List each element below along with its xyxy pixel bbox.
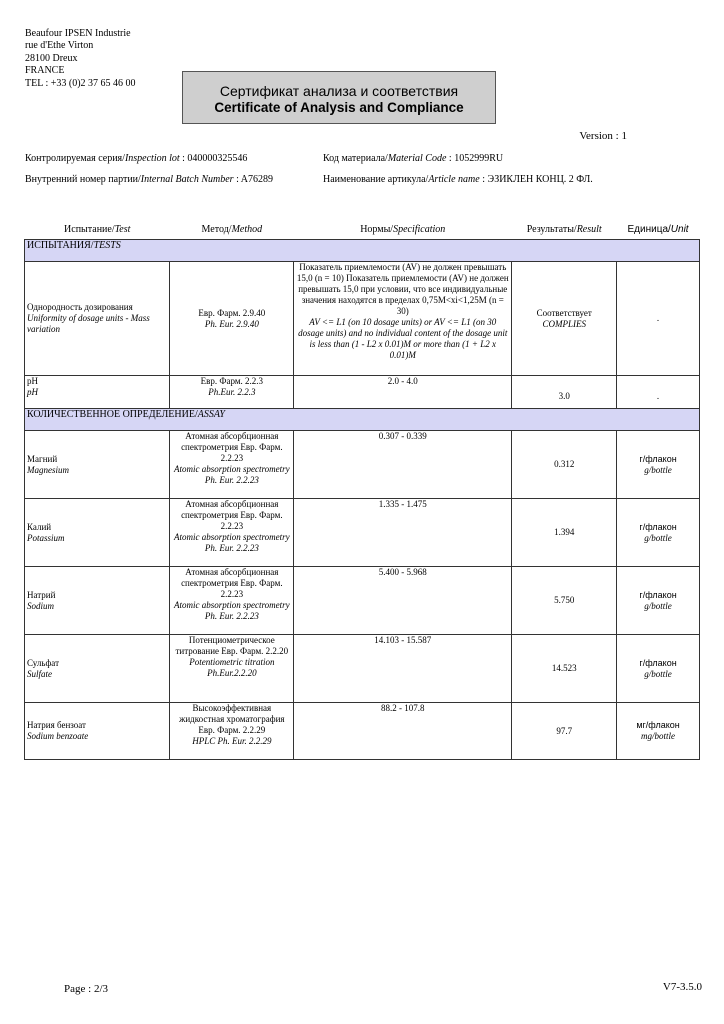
cell-result	[512, 431, 617, 499]
batch-value: : A76289	[233, 174, 274, 185]
cell-method	[170, 703, 294, 760]
header-spec-en: Specification	[393, 223, 446, 235]
table-row	[25, 431, 700, 499]
method-ru: Высокоэффективная жидкостная хроматография Евр. Фарм. 2.2.29	[179, 703, 285, 735]
company-name: Beaufour IPSEN Industrie	[25, 28, 131, 39]
test-name-ru: Сульфат	[27, 657, 60, 668]
test-name-en: Sodium benzoate	[27, 731, 89, 741]
spec-ru: 14.103 - 15.587	[374, 635, 432, 645]
cell-unit	[617, 262, 700, 376]
company-tel: TEL : +33 (0)2 37 65 46 00	[25, 77, 136, 89]
version-label: Version : 1	[579, 130, 627, 142]
material-code-label-en: Material Code	[387, 153, 447, 164]
cell-method	[170, 567, 294, 635]
document-version: V7-3.5.0	[662, 981, 702, 993]
cell-spec	[294, 499, 512, 567]
method-en: Atomic absorption spectrometry Ph. Eur. 2.2.23	[174, 464, 290, 485]
unit-en: g/bottle	[644, 532, 672, 543]
spec-ru: Показатель приемлемости (AV) не должен превышать 15,0 (n = 10) Показатель приемлемости (AV) не должен превышать 15,0 при условии, что все индивидуальные значения находятся в пределах 0,75M<xi<1,25M (n = 30)	[296, 262, 509, 316]
unit-en: g/bottle	[644, 464, 672, 475]
company-city: 28100 Dreux	[25, 52, 78, 64]
table-header-row	[25, 219, 700, 240]
result-ru: Соответствует	[536, 307, 592, 318]
inspection-lot	[25, 153, 247, 164]
cell-spec	[294, 567, 512, 635]
spec-ru: 88.2 - 107.8	[381, 703, 425, 713]
section-title	[25, 240, 700, 262]
test-name-en: Uniformity of dosage units - Mass variation	[27, 313, 150, 334]
method-en: HPLC Ph. Eur. 2.2.29	[192, 736, 272, 746]
cell-spec	[294, 431, 512, 499]
cell-test	[25, 567, 170, 635]
header-unit-en: Unit	[670, 223, 689, 235]
unit-ru: .	[656, 313, 660, 323]
page-number: Page : 2/3	[64, 983, 108, 995]
article-label-en: Article name	[428, 174, 480, 185]
unit-en: g/bottle	[644, 600, 672, 611]
cell-unit	[617, 567, 700, 635]
method-ru: Атомная абсорбционная спектрометрия Евр. Фарм. 2.2.23	[181, 431, 283, 463]
test-name-ru: pH	[27, 376, 38, 386]
header-result	[512, 219, 617, 240]
cell-method	[170, 262, 294, 376]
results-table	[24, 219, 700, 760]
section-header-tests	[25, 240, 700, 262]
unit-ru: г/флакон	[639, 589, 677, 600]
method-ru: Евр. Фарм. 2.2.3	[200, 376, 264, 386]
cell-result	[512, 262, 617, 376]
result-en: COMPLIES	[542, 318, 586, 329]
inspection-lot-label-en: Inspection lot	[124, 153, 180, 164]
material-code	[323, 153, 503, 164]
method-ru: Атомная абсорбционная спектрометрия Евр. Фарм. 2.2.23	[181, 567, 283, 599]
inspection-lot-label-ru: Контролируемая серия/	[25, 153, 125, 164]
header-test	[25, 219, 170, 240]
section-header-assay	[25, 409, 700, 431]
header-method-en: Method	[231, 223, 263, 235]
inspection-lot-value: : 040000325546	[179, 153, 248, 164]
table-row	[25, 499, 700, 567]
test-name-ru: Магний	[27, 453, 58, 464]
certificate-title-en: Certificate of Analysis and Compliance	[214, 100, 464, 115]
spec-ru: 0.307 - 0.339	[378, 431, 427, 441]
cell-spec	[294, 635, 512, 703]
header-unit	[617, 219, 700, 240]
unit-en: g/bottle	[644, 668, 672, 679]
section-title-en: TESTS	[93, 240, 121, 251]
method-ru: Атомная абсорбционная спектрометрия Евр. Фарм. 2.2.23	[181, 499, 283, 531]
header-spec-ru: Нормы/	[360, 223, 394, 235]
certificate-title-ru: Сертификат анализа и соответствия	[219, 83, 459, 99]
section-title-ru: КОЛИЧЕСТВЕННОЕ ОПРЕДЕЛЕНИЕ/	[27, 409, 198, 420]
method-ru: Евр. Фарм. 2.9.40	[198, 307, 266, 318]
section-title-en: ASSAY	[197, 409, 225, 420]
table-row	[25, 262, 700, 376]
unit-ru: мг/флакон	[636, 720, 680, 730]
cell-result	[512, 376, 617, 409]
header-method-ru: Метод/	[201, 223, 232, 235]
result-ru: 3.0	[558, 391, 570, 401]
header-test-en: Test	[114, 223, 131, 235]
table-row	[25, 567, 700, 635]
cell-result	[512, 635, 617, 703]
test-name-ru: Натрия бензоат	[27, 720, 86, 730]
material-code-value: : 1052999RU	[446, 153, 504, 164]
certificate-title-box	[182, 71, 496, 124]
result-ru: 0.312	[554, 459, 575, 469]
method-en: Ph. Eur. 2.9.40	[204, 318, 259, 329]
unit-ru: г/флакон	[639, 453, 677, 464]
cell-method	[170, 635, 294, 703]
cell-unit	[617, 635, 700, 703]
table-row	[25, 703, 700, 760]
company-address	[25, 28, 136, 90]
cell-unit	[617, 431, 700, 499]
table-row	[25, 635, 700, 703]
cell-spec	[294, 262, 512, 376]
cell-method	[170, 431, 294, 499]
cell-test	[25, 376, 170, 409]
method-en: Ph.Eur. 2.2.3	[208, 387, 256, 397]
method-en: Potentiometric titration Ph.Eur.2.2.20	[189, 657, 275, 678]
material-code-label-ru: Код материала/	[323, 153, 388, 164]
cell-result	[512, 499, 617, 567]
cell-unit	[617, 499, 700, 567]
batch-label-en: Internal Batch Number	[140, 174, 234, 185]
internal-batch	[25, 174, 273, 185]
article-name	[323, 174, 593, 185]
spec-ru: 2.0 - 4.0	[387, 376, 418, 386]
spec-ru: 5.400 - 5.968	[378, 567, 427, 577]
method-en: Atomic absorption spectrometry Ph. Eur. 2.2.23	[174, 532, 290, 553]
cell-test	[25, 262, 170, 376]
test-name-ru: Натрий	[27, 589, 56, 600]
header-test-ru: Испытание/	[64, 223, 115, 235]
test-name-en: Potassium	[27, 532, 65, 543]
company-country: FRANCE	[25, 65, 65, 77]
header-spec	[294, 219, 512, 240]
cell-result	[512, 703, 617, 760]
cell-result	[512, 567, 617, 635]
batch-label-ru: Внутренний номер партии/	[25, 174, 141, 185]
cell-test	[25, 431, 170, 499]
unit-ru: .	[656, 391, 660, 401]
header-unit-ru: Единица/	[627, 223, 671, 235]
spec-ru: 1.335 - 1.475	[378, 499, 427, 509]
unit-ru: г/флакон	[639, 657, 677, 668]
spec-en: AV <= L1 (on 10 dosage units) or AV <= L1 (on 30 dosage units) and no individual content of the dosage unit is less than (1 - L2 x 0.01)M or more than (1 + L2 x 0.01)M	[298, 317, 508, 360]
unit-ru: г/флакон	[639, 521, 677, 532]
section-title	[25, 409, 700, 431]
header-method	[170, 219, 294, 240]
test-name-en: Sulfate	[27, 668, 52, 679]
test-name-en: Sodium	[27, 600, 54, 611]
cell-method	[170, 499, 294, 567]
header-result-en: Result	[576, 223, 602, 235]
company-street: rue d'Ethe Virton	[25, 40, 94, 52]
table-row	[25, 376, 700, 409]
result-ru: 5.750	[554, 595, 575, 605]
test-name-en: Magnesium	[27, 464, 69, 475]
cell-test	[25, 703, 170, 760]
cell-test	[25, 499, 170, 567]
cell-test	[25, 635, 170, 703]
cell-unit	[617, 376, 700, 409]
method-ru: Потенциометрическое титрование Евр. Фарм. 2.2.20	[175, 635, 289, 656]
result-ru: 1.394	[554, 527, 575, 537]
method-en: Atomic absorption spectrometry Ph. Eur. 2.2.23	[174, 600, 290, 621]
cell-spec	[294, 703, 512, 760]
section-title-ru: ИСПЫТАНИЯ/	[27, 240, 94, 251]
article-value: : ЭЗИКЛЕН КОНЦ. 2 ФЛ.	[479, 174, 593, 185]
header-result-ru: Результаты/	[526, 223, 577, 235]
test-name-en: pH	[27, 387, 38, 397]
article-label-ru: Наименование артикула/	[323, 174, 429, 185]
unit-en: mg/bottle	[641, 731, 676, 741]
result-ru: 97.7	[556, 725, 573, 736]
test-name-ru: Калий	[27, 521, 52, 532]
result-ru: 14.523	[551, 663, 577, 673]
cell-method	[170, 376, 294, 409]
test-name-ru: Однородность дозирования	[27, 302, 133, 312]
cell-unit	[617, 703, 700, 760]
cell-spec	[294, 376, 512, 409]
